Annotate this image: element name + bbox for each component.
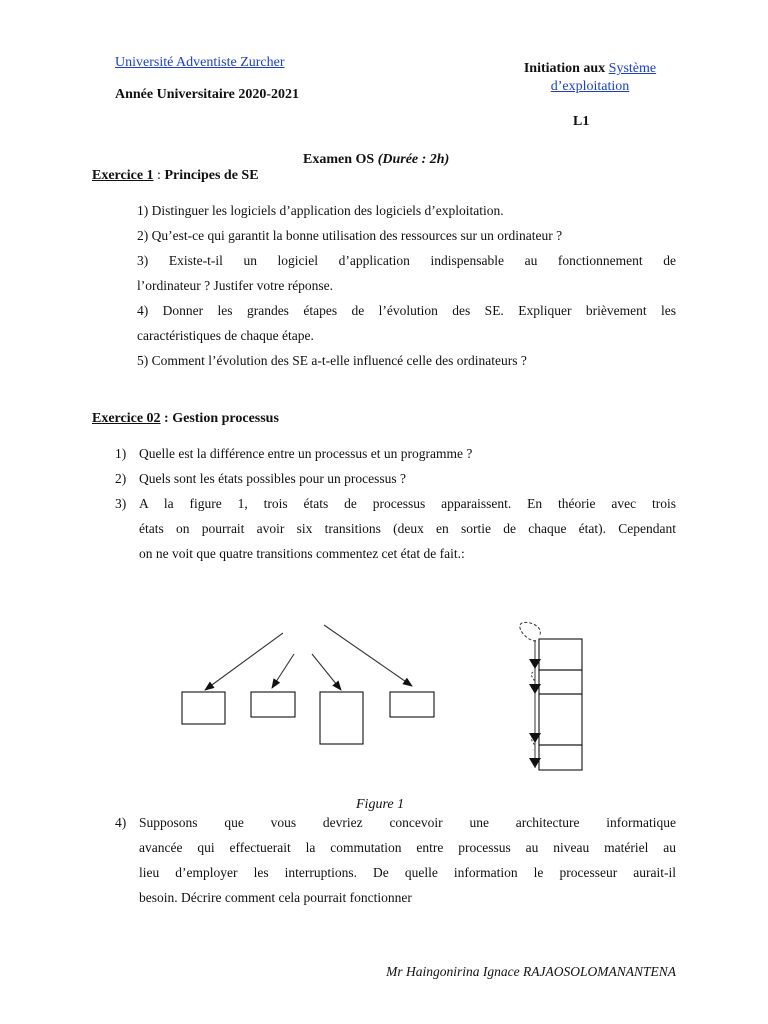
- ex1-q3-line2: l’ordinateur ? Justifer votre réponse.: [137, 278, 334, 293]
- ex2-q4-line2: avancée qui effectuerait la commutation entre processus au niveau matériel au: [139, 840, 676, 855]
- exercise2-title: Gestion processus: [172, 411, 279, 426]
- dashed-loop: [520, 622, 541, 641]
- state-box-3: [320, 692, 363, 744]
- ex1-q4-line2: caractéristiques de chaque étape.: [137, 328, 314, 343]
- state-box-2: [251, 692, 295, 717]
- academic-year: Année Universitaire 2020-2021: [115, 87, 300, 102]
- ex1-q4-line1: 4) Donner les grandes étapes de l’évolution des SE. Expliquer brièvement les: [137, 303, 676, 318]
- exercise2-label: Exercice 02: [92, 411, 161, 426]
- state-box-4: [390, 692, 434, 717]
- ex2-q4-number: 4): [115, 815, 127, 830]
- exercise1-label: Exercice 1: [92, 168, 154, 183]
- stack-box-4: [539, 745, 582, 770]
- ex2-q1-number: 1): [115, 446, 127, 461]
- ex2-q4-line4: besoin. Décrire comment cela pourrait fonctionner: [139, 890, 412, 905]
- ex2-q1: Quelle est la différence entre un processus et un programme ?: [139, 446, 473, 461]
- exam-duration: (Durée : 2h): [377, 152, 450, 167]
- exercise1-title: Principes de SE: [164, 168, 259, 183]
- course-prefix: Initiation aux: [523, 61, 609, 76]
- stack-box-2: [539, 670, 582, 694]
- university-name[interactable]: Université Adventiste Zurcher: [115, 55, 285, 70]
- ex2-q3-line1: A la figure 1, trois états de processus apparaissent. En théorie avec trois: [139, 496, 676, 511]
- state-box-1: [182, 692, 225, 724]
- footer-author: Mr Haingonirina Ignace RAJAOSOLOMANANTENA: [386, 964, 676, 979]
- ex2-q2-number: 2): [115, 471, 127, 486]
- level-label: L1: [573, 114, 590, 129]
- arrow-1: [205, 633, 283, 690]
- ex2-q2: Quels sont les états possibles pour un processus ?: [139, 471, 406, 486]
- course-link-systeme[interactable]: Système: [608, 61, 657, 76]
- stack-box-1: [539, 639, 582, 670]
- arrow-4: [324, 625, 412, 686]
- ex2-q3-line2: états on pourrait avoir six transitions (deux en sortie de chaque état). Cependant: [139, 521, 676, 536]
- ex1-q2: 2) Qu’est-ce qui garantit la bonne utilisation des ressources sur un ordinateur ?: [137, 228, 563, 243]
- ex1-q1: 1) Distinguer les logiciels d’application des logiciels d’exploitation.: [137, 203, 504, 218]
- figure-caption: Figure 1: [356, 797, 405, 812]
- arrow-2: [272, 654, 294, 688]
- ex2-q3-number: 3): [115, 496, 127, 511]
- ex2-q4-line1: Supposons que vous devriez concevoir une architecture informatique: [139, 815, 676, 830]
- ex2-q4-line3: lieu d’employer les interruptions. De quelle information le processeur aurait-il: [139, 865, 676, 880]
- arrow-3: [312, 654, 341, 690]
- ex1-q5: 5) Comment l’évolution des SE a-t-elle influencé celle des ordinateurs ?: [137, 353, 527, 368]
- stack-box-3: [539, 694, 582, 745]
- exercise1-sep: :: [153, 168, 165, 183]
- exercise2-sep: :: [160, 411, 173, 426]
- ex2-q3-line3: on ne voit que quatre transitions commentez cet état de fait.:: [139, 546, 465, 561]
- ex2-q4: [139, 810, 676, 910]
- ex1-q3-line1: 3) Existe-t-il un logiciel d’application indispensable au fonctionnement de: [137, 253, 676, 268]
- course-link-exploitation[interactable]: d’exploitation: [550, 79, 630, 94]
- exam-title-text: Examen OS: [303, 152, 378, 167]
